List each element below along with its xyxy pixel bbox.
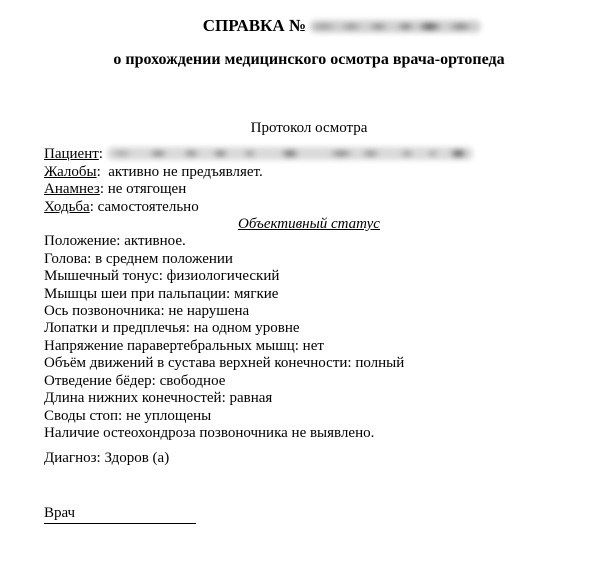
objective-status-heading-text: Объективный статус — [238, 216, 380, 233]
patient-details-redacted — [107, 147, 473, 160]
status-line-muscle-tone: Мышечный тонус: физиологический — [44, 268, 280, 285]
status-line-neck-muscles: Мышцы шеи при пальпации: мягкие — [44, 285, 279, 302]
status-line-foot-arches: Своды стоп: не уплощены — [44, 407, 212, 424]
certificate-title-text: СПРАВКА № — [202, 16, 311, 35]
patient-separator: : — [98, 146, 107, 163]
anamnesis-value: : не отягощен — [99, 181, 187, 198]
complaints-value: : активно не предъявляет. — [96, 163, 263, 180]
certificate-number-redacted — [310, 20, 481, 33]
status-line-shoulder-blades: Лопатки и предплечья: на одном уровне — [44, 320, 300, 337]
status-line-osteochondrosis: Наличие остеохондроза позвоночника не выявлено. — [44, 424, 375, 441]
status-line-joint-motion: Объём движений в сустава верхней конечности: полный — [44, 355, 405, 372]
gait-value: : самостоятельно — [89, 198, 199, 215]
gait-line — [44, 199, 574, 216]
certificate-title — [77, 14, 607, 38]
certificate-subtitle: о прохождении медицинского осмотра врача-ортопеда — [113, 51, 505, 68]
status-line-position: Положение: активное. — [44, 233, 186, 250]
signature-blank — [44, 504, 196, 524]
protocol-heading: Протокол осмотра — [250, 120, 368, 136]
status-line-leg-length: Длина нижних конечностей: равная — [44, 390, 273, 407]
anamnesis-line — [44, 181, 574, 198]
patient-line — [44, 146, 574, 163]
complaints-line — [44, 164, 574, 181]
patient-label: Пациент — [44, 146, 99, 163]
status-line-head: Голова: в среднем положении — [44, 250, 233, 267]
doctor-label: Врач — [44, 504, 76, 521]
doctor-signature-line — [44, 504, 574, 524]
status-line-paravertebral: Напряжение паравертебральных мышц: нет — [44, 337, 324, 354]
status-line-hip-abduction: Отведение бёдер: свободное — [44, 372, 226, 389]
anamnesis-label: Анамнез — [44, 181, 100, 198]
status-line-spine-axis: Ось позвоночника: не нарушена — [44, 303, 250, 320]
objective-status-heading — [44, 216, 574, 233]
diagnosis-line: Диагноз: Здоров (а) — [44, 450, 170, 467]
complaints-label: Жалобы — [44, 163, 97, 180]
gait-label: Ходьба — [44, 198, 90, 215]
